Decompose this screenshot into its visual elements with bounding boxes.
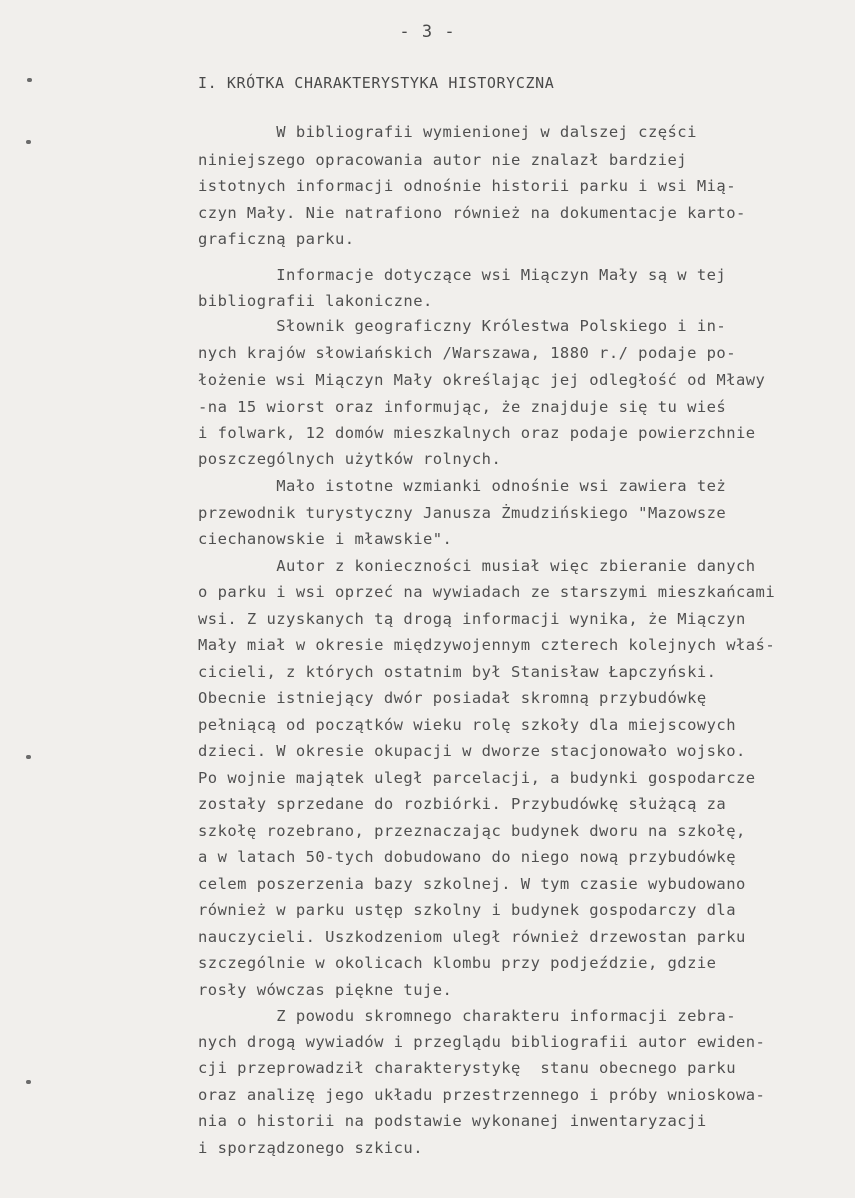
text-line: przewodnik turystyczny Janusza Żmudzińskiego "Mazowsze bbox=[198, 504, 727, 522]
text-line: również w parku ustęp szkolny i budynek gospodarczy dla bbox=[198, 901, 736, 919]
text-line: szkołę rozebrano, przeznaczając budynek dworu na szkołę, bbox=[198, 822, 746, 840]
text-line: zostały sprzedane do rozbiórki. Przybudówkę służącą za bbox=[198, 795, 727, 813]
binding-hole-mark bbox=[26, 1080, 31, 1084]
text-line: Autor z konieczności musiał więc zbieranie danych bbox=[198, 557, 756, 575]
text-line: a w latach 50-tych dobudowano do niego nową przybudówkę bbox=[198, 848, 736, 866]
text-line: i folwark, 12 domów mieszkalnych oraz podaje powierzchnie bbox=[198, 424, 756, 442]
text-line: czyn Mały. Nie natrafiono również na dokumentacje karto- bbox=[198, 204, 746, 222]
text-line: oraz analizę jego układu przestrzennego i próby wnioskowa- bbox=[198, 1086, 766, 1104]
text-line: Informacje dotyczące wsi Miączyn Mały są w tej bbox=[198, 266, 727, 284]
text-line: rosły wówczas piękne tuje. bbox=[198, 981, 453, 999]
text-line: -na 15 wiorst oraz informując, że znajduje się tu wieś bbox=[198, 398, 727, 416]
text-line: Obecnie istniejący dwór posiadał skromną przybudówkę bbox=[198, 689, 707, 707]
text-line: wsi. Z uzyskanych tą drogą informacji wynika, że Miączyn bbox=[198, 610, 746, 628]
text-line: nia o historii na podstawie wykonanej inwentaryzacji bbox=[198, 1112, 707, 1130]
text-line: nauczycieli. Uszkodzeniom uległ również drzewostan parku bbox=[198, 928, 746, 946]
text-line: Mało istotne wzmianki odnośnie wsi zawiera też bbox=[198, 477, 727, 495]
section-heading: I. KRÓTKA CHARAKTERYSTYKA HISTORYCZNA bbox=[198, 74, 555, 92]
text-line: pełniącą od początków wieku rolę szkoły dla miejscowych bbox=[198, 716, 736, 734]
text-line: istotnych informacji odnośnie historii parku i wsi Mią- bbox=[198, 177, 736, 195]
text-line: nych krajów słowiańskich /Warszawa, 1880 r./ podaje po- bbox=[198, 344, 736, 362]
text-line: graficzną parku. bbox=[198, 230, 355, 248]
text-line: Po wojnie majątek uległ parcelacji, a budynki gospodarcze bbox=[198, 769, 756, 787]
page-number: - 3 - bbox=[399, 22, 456, 42]
binding-hole-mark bbox=[27, 78, 32, 82]
binding-hole-mark bbox=[26, 140, 31, 144]
text-line: i sporządzonego szkicu. bbox=[198, 1139, 423, 1157]
text-line: cicieli, z których ostatnim był Stanisław Łapczyński. bbox=[198, 663, 717, 681]
text-line: nych drogą wywiadów i przeglądu bibliografii autor ewiden- bbox=[198, 1033, 766, 1051]
text-line: bibliografii lakoniczne. bbox=[198, 292, 433, 310]
text-line: poszczególnych użytków rolnych. bbox=[198, 450, 502, 468]
text-line: dzieci. W okresie okupacji w dworze stacjonowało wojsko. bbox=[198, 742, 746, 760]
text-line: Mały miał w okresie międzywojennym czterech kolejnych właś- bbox=[198, 636, 776, 654]
binding-hole-mark bbox=[26, 755, 31, 759]
text-line: szczególnie w okolicach klombu przy podjeździe, gdzie bbox=[198, 954, 717, 972]
text-line: o parku i wsi oprzeć na wywiadach ze starszymi mieszkańcami bbox=[198, 583, 776, 601]
text-line: cji przeprowadził charakterystykę stanu obecnego parku bbox=[198, 1059, 736, 1077]
text-line: celem poszerzenia bazy szkolnej. W tym czasie wybudowano bbox=[198, 875, 746, 893]
text-line: ciechanowskie i mławskie". bbox=[198, 530, 453, 548]
text-line: Z powodu skromnego charakteru informacji zebra- bbox=[198, 1007, 736, 1025]
text-line: Słownik geograficzny Królestwa Polskiego i in- bbox=[198, 317, 727, 335]
text-line: W bibliografii wymienionej w dalszej części bbox=[198, 123, 697, 141]
text-line: niniejszego opracowania autor nie znalazł bardziej bbox=[198, 151, 688, 169]
text-line: łożenie wsi Miączyn Mały określając jej odległość od Mławy bbox=[198, 371, 766, 389]
